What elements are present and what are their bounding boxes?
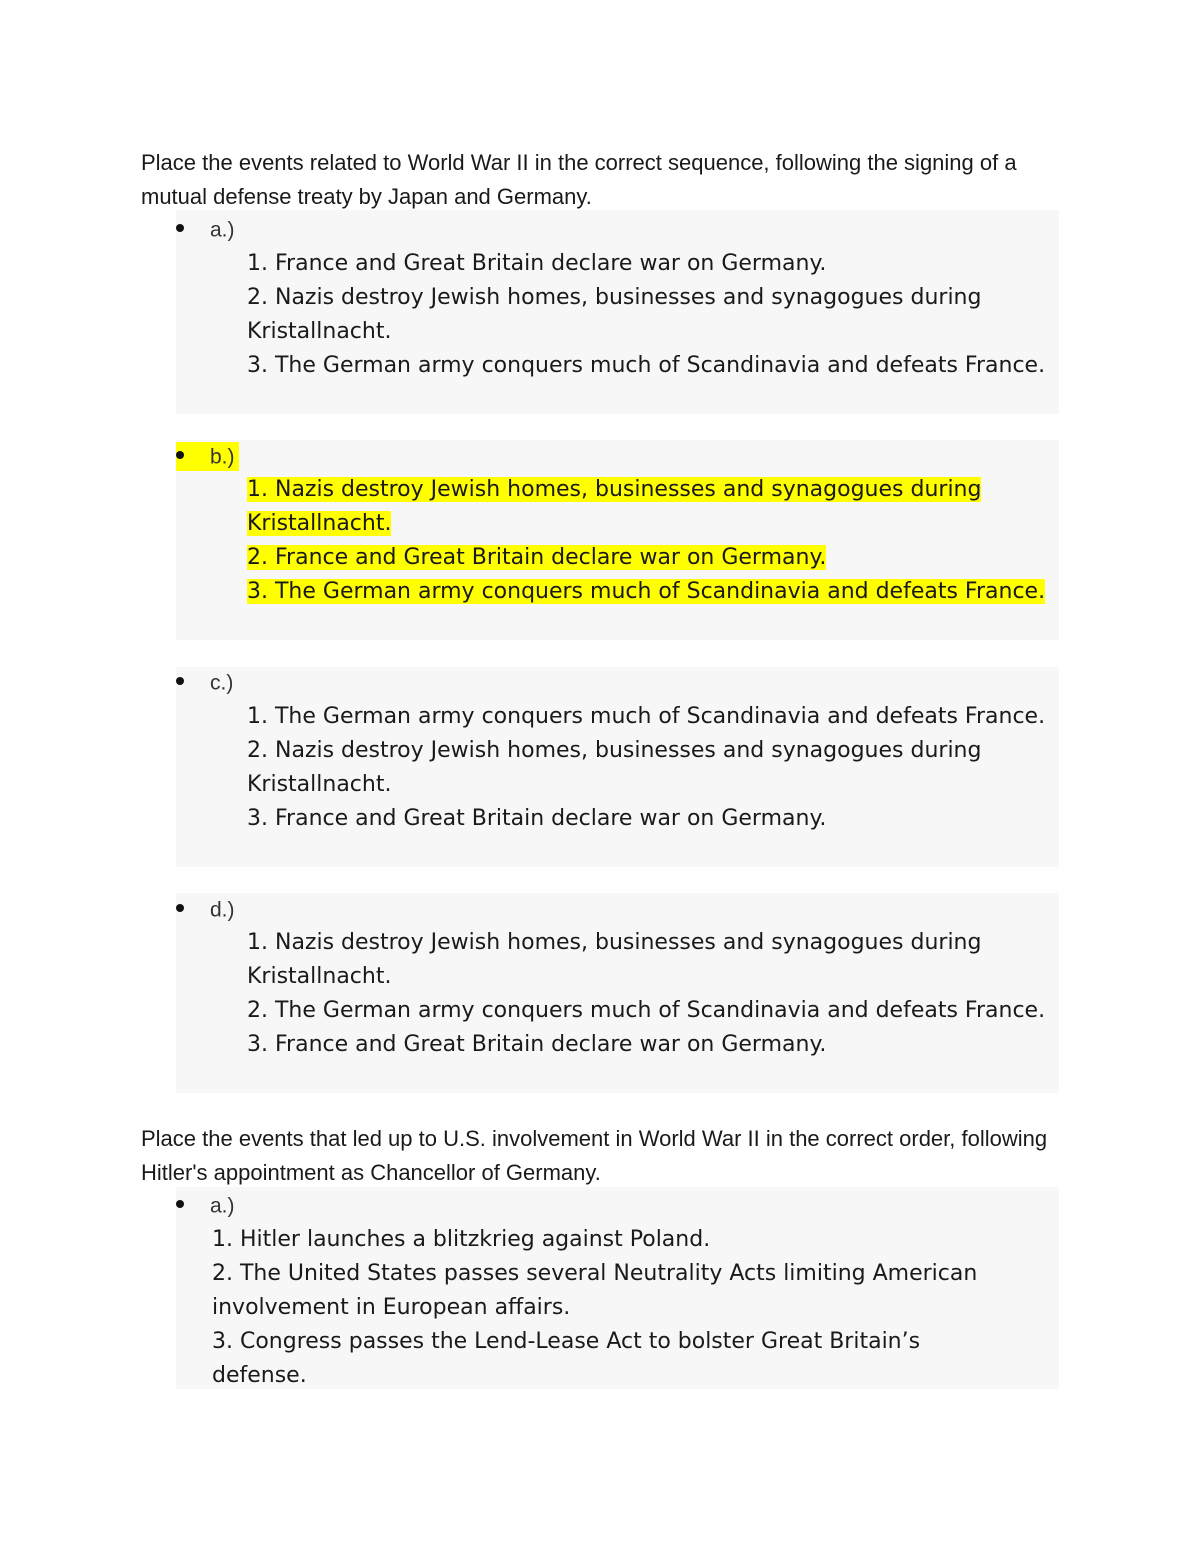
option-item: 3. The German army conquers much of Scandinavia and defeats France. <box>247 353 1046 378</box>
question-1-prompt: Place the events related to World War II in the correct sequence, following the signing of a mutual defense treaty by Japan and Germany. <box>141 150 1017 209</box>
q1-option-b-head[interactable] <box>176 440 239 474</box>
option-item: 2. Nazis destroy Jewish homes, businesses and synagogues during Kristallnacht. <box>247 738 982 797</box>
option-letter: a.) <box>210 1194 235 1218</box>
q1-option-a-body <box>247 247 1059 383</box>
question-2-prompt: Place the events that led up to U.S. involvement in World War II in the correct order, following Hitler's appointment as Chancellor of Germany. <box>141 1126 1048 1185</box>
q1-option-d-head[interactable] <box>176 893 235 927</box>
q1-option-d-body <box>247 926 1059 1062</box>
q1-option-c-body <box>247 700 1059 836</box>
highlighted-option-item: 2. France and Great Britain declare war on Germany. <box>247 545 827 570</box>
option-letter: a.) <box>210 218 235 242</box>
bullet-icon <box>176 451 184 459</box>
option-letter: b.) <box>210 445 235 469</box>
bullet-icon <box>176 904 184 912</box>
highlighted-option-item: 3. The German army conquers much of Scandinavia and defeats France. <box>247 579 1046 604</box>
option-item: 1. Hitler launches a blitzkrieg against Poland. <box>212 1227 711 1252</box>
option-item: 1. France and Great Britain declare war on Germany. <box>247 251 827 276</box>
q1-option-b-body <box>247 473 1059 609</box>
q2-option-a-head[interactable] <box>176 1189 235 1223</box>
highlighted-option-item: 1. Nazis destroy Jewish homes, businesses and synagogues during Kristallnacht. <box>247 477 982 536</box>
option-item: 3. France and Great Britain declare war on Germany. <box>247 1032 827 1057</box>
option-item: 1. The German army conquers much of Scandinavia and defeats France. <box>247 704 1046 729</box>
option-item: 3. France and Great Britain declare war on Germany. <box>247 806 827 831</box>
option-item: 2. Nazis destroy Jewish homes, businesses and synagogues during Kristallnacht. <box>247 285 982 344</box>
option-item: 2. The German army conquers much of Scandinavia and defeats France. <box>247 998 1046 1023</box>
q1-option-c-head[interactable] <box>176 666 233 700</box>
bullet-icon <box>176 1200 184 1208</box>
q2-option-a-body <box>212 1223 1012 1393</box>
option-letter: c.) <box>210 671 234 695</box>
option-letter: d.) <box>210 898 235 922</box>
option-item: 2. The United States passes several Neutrality Acts limiting American involvement in European affairs. <box>212 1261 978 1320</box>
q1-option-a-head[interactable] <box>176 213 235 247</box>
option-item: 3. Congress passes the Lend-Lease Act to bolster Great Britain’s defense. <box>212 1329 921 1388</box>
option-item: 1. Nazis destroy Jewish homes, businesses and synagogues during Kristallnacht. <box>247 930 982 989</box>
bullet-icon <box>176 224 184 232</box>
bullet-icon <box>176 677 184 685</box>
